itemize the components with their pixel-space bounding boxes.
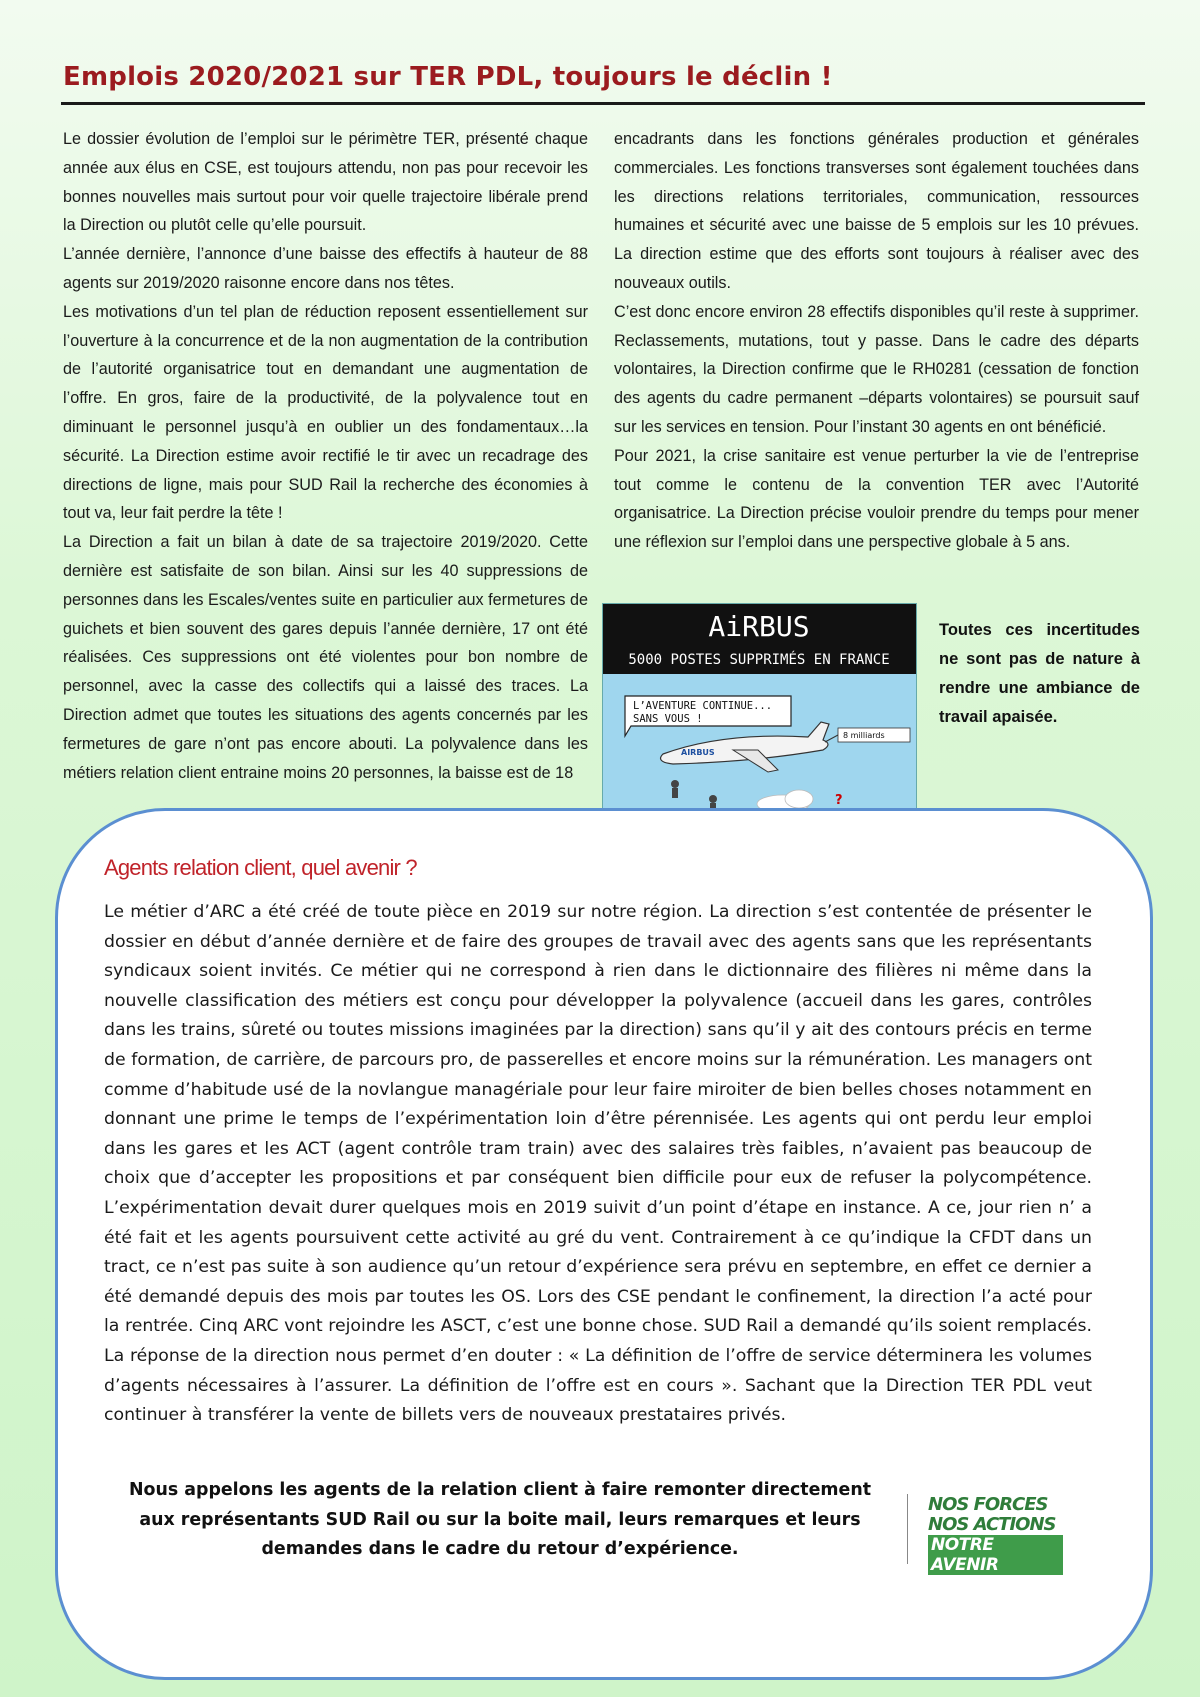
call-to-action: Nous appelons les agents de la relation client à faire remonter directement aux représentants SUD Rail ou sur la boite mail, leurs remarques et leurs demandes dans le cadre du retour d’expérience. — [128, 1480, 872, 1560]
question-mark-icon: ? — [835, 793, 843, 808]
paragraph: Le métier d’ARC a été créé de toute pièce en 2019 sur notre région. La direction s’est contentée de présenter le dossier en début d’année dernière et de faire des groupes de travail avec des agents sans que les représentants syndicaux soient invités. Ce métier qui ne correspond à rien dans le dictionnaire des filières ni même dans la nouvelle classification des métiers est conçu pour développer la polyvalence (accueil dans les gares, contrôles dans les trains, sûreté ou toutes missions imaginées par la direction) sans qu’il y ait des contours précis en terme de formation, de carrière, de parcours pro, de passerelles et encore moins sur la rémunération. Les managers ont comme d’habitude usé de la novlangue managériale pour leur faire miroiter de bien belles choses notamment en donnant une prime le temps de l’expérimentation loin d’être pérennisée. Les agents qui ont perdu leur emploi dans les gares et les ACT (agent contrôle tram train) avec des salaires très faibles, n’avaient pas beaucoup de choix que d’accepter les propositions et par conséquent bien difficile pour eux de refuser la polycompétence. L’expérimentation devait durer quelques mois en 2019 suivit d’un point d’étape en instance. A ce, jour rien n’ a été fait et les agents poursuivent cette activité au gré du vent. Contrairement à ce qu’indique la CFDT dans un tract, ce n’est pas suite à son audience qu’un retour d’expérience sera prévu en septembre, en effet ce dernier a été demandé depuis des mois par toutes les OS. Lors des CSE pendant le confinement, la direction l’a acté pour la rentrée. Cinq ARC vont rejoindre les ASCT, c’est une bonne chose. SUD Rail a demandé qu’ils soient remplacés. La réponse de la direction nous permet d’en douter : « La définition de l’offre de service déterminera les volumes d’agents nécessaires à l’assurer. La définition de l’offre est en cours ». Sachant que la Direction TER PDL veut continuer à transférer la vente de billets vers de nouveaux prestataires privés. — [104, 902, 1092, 1426]
logo-line-3: NOTRE AVENIR — [928, 1535, 1063, 1575]
title-divider — [61, 102, 1145, 105]
bubble-line-2: SANS VOUS ! — [633, 713, 703, 725]
campaign-logo — [928, 1494, 1063, 1575]
paragraph: L’année dernière, l’annonce d’une baisse des effectifs à hauteur de 88 agents sur 2019/2020 raisonne encore dans nos têtes. — [63, 245, 588, 292]
paragraph: C’est donc encore environ 28 effectifs disponibles qu’il reste à supprimer. Reclassements, mutations, tout y passe. Dans le cadre des départs volontaires, la Direction confirme que le RH0281 (cessation de fonction des agents du cadre permanent –départs volontaires) se poursuit sauf sur les services en tension. Pour l’instant 30 agents en ont bénéficié. — [614, 302, 1139, 436]
paragraph: Le dossier évolution de l’emploi sur le périmètre TER, présenté chaque année aux élus en CSE, est toujours attendu, non pas pour recevoir les bonnes nouvelles mais surtout pour voir quelle trajectoire libérale prend la Direction ou plutôt celle qu’elle poursuit. — [63, 130, 588, 235]
banner-string — [825, 735, 838, 742]
left-column — [63, 125, 588, 787]
section-title: Agents relation client, quel avenir ? — [104, 855, 417, 880]
cartoon-caption: Toutes ces incertitudes ne sont pas de nature à rendre une ambiance de travail apaisée. — [939, 621, 1140, 726]
paragraph: encadrants dans les fonctions générales production et générales commerciales. Les fonctions transverses sont également touchées dans les directions relations territoriales, communication, ressources humaines et sécurité avec une baisse de 5 emplois sur les 10 prévues. La direction estime que des efforts sont toujours à réaliser avec des nouveaux outils. — [614, 130, 1139, 292]
cartoon-subhead: 5000 POSTES SUPPRIMÉS EN FRANCE — [628, 652, 890, 668]
plane-label: AIRBUS — [681, 748, 715, 757]
paragraph: Les motivations d’un tel plan de réduction reposent essentiellement sur l’ouverture à la concurrence et de la non augmentation de la contribution de l’autorité organisatrice tout en demandant une augmentation de l’offre. En gros, faire de la productivité, de la polyvalence tout en diminuant le personnel jusqu’à en oublier un des fondamentaux…la sécurité. La Direction estime avoir rectifié le tir avec un recadrage des directions de ligne, mais pour SUD Rail la recherche des économies à tout va, leur fait perdre la tête ! — [63, 302, 588, 523]
logo-divider — [907, 1494, 908, 1564]
page-title: Emplois 2020/2021 sur TER PDL, toujours le déclin ! — [63, 62, 833, 92]
plane-icon — [661, 722, 829, 772]
logo-line-1: NOS FORCES — [928, 1494, 1048, 1515]
bubble-line-1: L’AVENTURE CONTINUE... — [633, 700, 773, 712]
paragraph: Pour 2021, la crise sanitaire est venue perturber la vie de l’entreprise tout comme le contenu de la convention TER avec l’Autorité organisatrice. La Direction précise vouloir prendre du temps pour mener une réflexion sur l’emploi dans une perspective globale à 5 ans. — [614, 446, 1139, 552]
logo-line-2: NOS ACTIONS — [928, 1514, 1056, 1535]
right-column — [614, 125, 1139, 557]
section-body — [104, 898, 1092, 1431]
banner-text: 8 milliards — [843, 731, 885, 740]
cartoon-headline: AiRBUS — [708, 610, 810, 643]
paragraph: La Direction a fait un bilan à date de sa trajectoire 2019/2020. Cette dernière est satisfaite de son bilan. Ainsi sur les 40 suppressions de personnes dans les Escales/ventes suite en particulier aux fermetures de guichets et bien souvent des gares depuis l’année dernière, 17 ont été réalisées. Ces suppressions ont été violentes pour bon nombre de personnel, avec la casse des collectifs qui a laissé des traces. La Direction admet que toutes les situations des agents concernés par les fermetures de gare n’ont pas encore abouti. La polyvalence dans les métiers relation client entraine moins 20 personnes, la baisse est de 18 — [63, 533, 588, 782]
